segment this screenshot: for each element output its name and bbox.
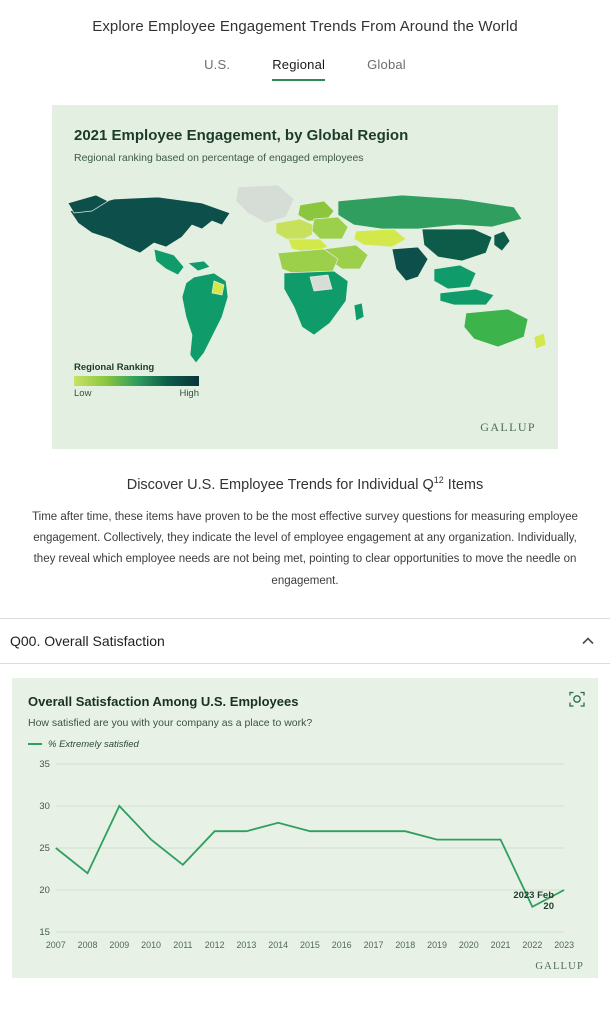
map-subtitle: Regional ranking based on percentage of engaged employees (74, 152, 364, 164)
svg-text:20: 20 (39, 884, 50, 896)
map-title: 2021 Employee Engagement, by Global Region (74, 127, 409, 144)
region-central-america (154, 249, 184, 275)
legend-series-label: % Extremely satisfied (48, 738, 139, 750)
expand-icon[interactable] (568, 690, 586, 708)
svg-text:2020: 2020 (458, 939, 479, 950)
last-point-annotation (513, 890, 554, 912)
line-chart-svg (26, 756, 582, 956)
svg-text:2021: 2021 (490, 939, 511, 950)
chart-title: Overall Satisfaction Among U.S. Employees (28, 693, 299, 709)
view-tabs (0, 57, 610, 81)
chevron-up-icon[interactable] (580, 633, 596, 649)
section-divider-bottom (0, 663, 610, 664)
region-central-asia (354, 229, 406, 247)
svg-text:2007: 2007 (45, 939, 66, 950)
legend-line-swatch (28, 743, 42, 745)
annotation-value: 20 (543, 900, 554, 912)
svg-text:2011: 2011 (173, 939, 193, 950)
region-australia (464, 309, 528, 347)
accordion-label: Q00. Overall Satisfaction (10, 632, 165, 649)
region-new-zealand (534, 333, 546, 349)
gallup-brand-chart: GALLUP (535, 960, 584, 972)
svg-text:2016: 2016 (331, 939, 352, 950)
svg-text:15: 15 (39, 926, 50, 938)
gallup-brand-map: GALLUP (480, 420, 536, 434)
legend-high-label: High (179, 388, 199, 399)
region-greenland (236, 185, 294, 223)
tab-us[interactable]: U.S. (204, 57, 231, 72)
region-central-africa-gray (310, 275, 332, 291)
annotation-date: 2023 Feb (513, 889, 554, 901)
accordion-q00-overall-satisfaction[interactable] (0, 619, 610, 663)
series-line (56, 806, 564, 907)
svg-text:35: 35 (39, 758, 50, 770)
map-legend (74, 362, 209, 399)
svg-text:30: 30 (39, 800, 50, 812)
svg-text:2017: 2017 (363, 939, 384, 950)
region-caribbean (188, 261, 210, 271)
discover-body: Time after time, these items have proven to be the most effective survey questions for measuring employee engagement. Collectively, they indicate the level of employee engagement at any organization. Individually, they reveal which employee needs are not being met, pointing to clear opportunities to move the needle on engagement. (32, 510, 578, 587)
line-chart-plot[interactable] (26, 756, 582, 956)
chart-card (12, 678, 598, 978)
svg-text:2009: 2009 (109, 939, 130, 950)
svg-text:2014: 2014 (268, 939, 289, 950)
region-madagascar (354, 303, 364, 321)
legend-low-label: Low (74, 388, 92, 399)
svg-text:2010: 2010 (141, 939, 162, 950)
region-indonesia (440, 289, 494, 305)
tab-regional[interactable]: Regional (272, 57, 325, 81)
region-south-asia (392, 247, 428, 281)
svg-text:2022: 2022 (522, 939, 543, 950)
tab-global[interactable]: Global (367, 57, 406, 72)
region-russia-cis (338, 195, 522, 229)
chart-legend (28, 739, 582, 750)
discover-title-before: Discover U.S. Employee Trends for Individual Q (126, 476, 434, 493)
legend-gradient-bar (74, 376, 199, 386)
svg-text:2013: 2013 (236, 939, 257, 950)
region-eastern-europe (312, 217, 348, 239)
svg-text:25: 25 (39, 842, 50, 854)
discover-title-superscript: 12 (433, 475, 444, 485)
map-card (52, 105, 558, 449)
page-title: Explore Employee Engagement Trends From Around the World (92, 18, 518, 35)
region-western-europe (276, 219, 314, 241)
chart-subtitle: How satisfied are you with your company as a place to work? (28, 716, 313, 729)
world-map-svg (62, 177, 548, 377)
world-map[interactable] (62, 177, 548, 377)
svg-text:2008: 2008 (77, 939, 98, 950)
svg-text:2018: 2018 (395, 939, 416, 950)
region-east-asia (422, 229, 492, 261)
region-southeast-asia (434, 265, 476, 289)
region-japan (494, 231, 510, 251)
svg-text:2019: 2019 (427, 939, 447, 950)
discover-title-after: Items (443, 476, 484, 493)
discover-title (30, 475, 580, 493)
svg-text:2012: 2012 (204, 939, 225, 950)
svg-text:2015: 2015 (300, 939, 320, 950)
legend-title: Regional Ranking (74, 362, 155, 373)
svg-text:2023: 2023 (554, 939, 575, 950)
